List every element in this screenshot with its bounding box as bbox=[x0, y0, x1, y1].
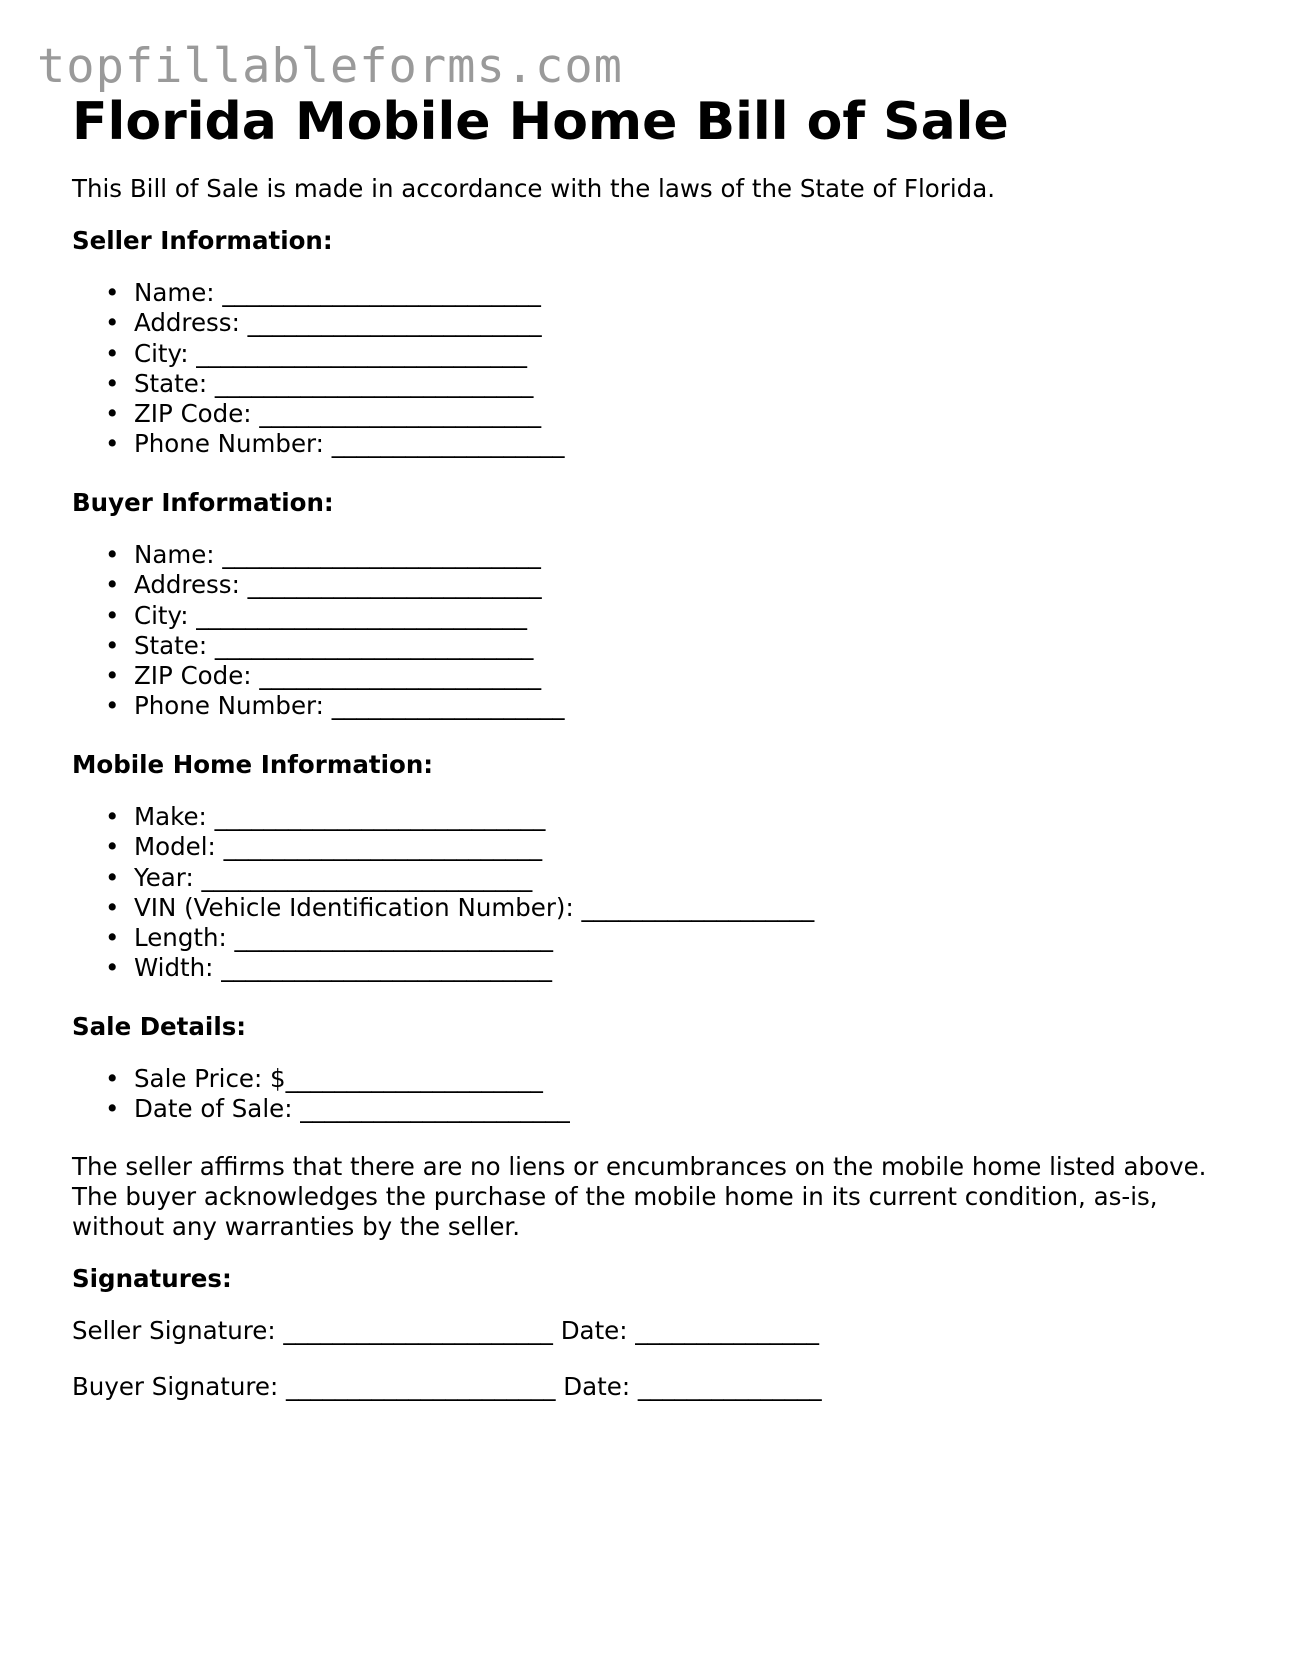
buyer-phone-field bbox=[72, 691, 564, 721]
buyer-address-field bbox=[72, 570, 564, 600]
sale-fields bbox=[72, 1064, 570, 1125]
make-field bbox=[72, 802, 814, 832]
field-label: State: __________________________ bbox=[134, 368, 534, 398]
bullet-icon: • bbox=[105, 600, 120, 630]
field-label: ZIP Code: _______________________ bbox=[134, 661, 542, 691]
field-label: Name: __________________________ bbox=[134, 540, 541, 569]
watermark: topfillableforms.com bbox=[37, 39, 623, 94]
buyer-city-field bbox=[72, 601, 564, 631]
page-title: Florida Mobile Home Bill of Sale bbox=[72, 92, 1009, 152]
field-label: Year: ___________________________ bbox=[134, 862, 533, 892]
bullet-icon: • bbox=[105, 892, 120, 922]
sale-details-heading: Sale Details: bbox=[72, 1012, 247, 1041]
seller-city-field bbox=[72, 339, 564, 369]
seller-fields bbox=[72, 278, 564, 460]
bullet-icon: • bbox=[105, 630, 120, 660]
date-of-sale-field bbox=[72, 1094, 570, 1124]
bullet-icon: • bbox=[105, 862, 120, 892]
bullet-icon: • bbox=[105, 278, 120, 307]
bullet-icon: • bbox=[105, 540, 120, 569]
bullet-icon: • bbox=[105, 308, 120, 338]
bullet-icon: • bbox=[105, 923, 120, 953]
mobile-home-fields bbox=[72, 802, 814, 984]
bullet-icon: • bbox=[105, 1094, 120, 1124]
width-field bbox=[72, 953, 814, 983]
field-label: Phone Number: ___________________ bbox=[134, 691, 565, 721]
field-label: Width: ___________________________ bbox=[134, 953, 552, 983]
bullet-icon: • bbox=[105, 338, 120, 368]
seller-heading: Seller Information: bbox=[72, 226, 333, 255]
field-label: Length: __________________________ bbox=[134, 923, 554, 953]
field-label: Phone Number: ___________________ bbox=[134, 429, 565, 459]
mobile-home-heading: Mobile Home Information: bbox=[72, 750, 434, 779]
bullet-icon: • bbox=[105, 802, 120, 831]
seller-phone-field bbox=[72, 429, 564, 459]
buyer-state-field bbox=[72, 631, 564, 661]
field-label: Address: ________________________ bbox=[134, 308, 542, 338]
field-label: City: ___________________________ bbox=[134, 338, 528, 368]
intro-text: This Bill of Sale is made in accordance with the laws of the State of Florida. bbox=[72, 174, 996, 203]
buyer-zip-field bbox=[72, 661, 564, 691]
seller-state-field bbox=[72, 369, 564, 399]
vin-field bbox=[72, 893, 814, 923]
model-field bbox=[72, 832, 814, 862]
bullet-icon: • bbox=[105, 691, 120, 721]
field-label: Name: __________________________ bbox=[134, 278, 541, 307]
seller-zip-field bbox=[72, 399, 564, 429]
field-label: Address: ________________________ bbox=[134, 570, 542, 600]
bullet-icon: • bbox=[105, 570, 120, 600]
buyer-name-field bbox=[72, 540, 564, 570]
seller-name-field bbox=[72, 278, 564, 308]
field-label: VIN (Vehicle Identification Number): ___________________ bbox=[134, 892, 815, 922]
field-label: Model: __________________________ bbox=[134, 832, 543, 862]
seller-address-field bbox=[72, 308, 564, 338]
bullet-icon: • bbox=[105, 429, 120, 459]
year-field bbox=[72, 863, 814, 893]
bullet-icon: • bbox=[105, 368, 120, 398]
buyer-heading: Buyer Information: bbox=[72, 488, 334, 517]
bullet-icon: • bbox=[105, 661, 120, 691]
signatures-heading: Signatures: bbox=[72, 1264, 232, 1293]
seller-signature-line: Seller Signature: ______________________ Date: _______________ bbox=[72, 1316, 820, 1345]
field-label: City: ___________________________ bbox=[134, 600, 528, 630]
length-field bbox=[72, 923, 814, 953]
buyer-signature-line: Buyer Signature: ______________________ Date: _______________ bbox=[72, 1372, 822, 1401]
field-label: State: __________________________ bbox=[134, 630, 534, 660]
field-label: Sale Price: $_____________________ bbox=[134, 1064, 543, 1093]
field-label: Date of Sale: ______________________ bbox=[134, 1094, 570, 1124]
buyer-fields bbox=[72, 540, 564, 722]
bullet-icon: • bbox=[105, 953, 120, 983]
sale-price-field bbox=[72, 1064, 570, 1094]
field-label: ZIP Code: _______________________ bbox=[134, 399, 542, 429]
affirmation-text: The seller affirms that there are no liens or encumbrances on the mobile home listed above. The buyer acknowledges the purchase of the mobile home in its current condition, as-is, without any warranties by the seller. bbox=[72, 1152, 1207, 1241]
bullet-icon: • bbox=[105, 1064, 120, 1093]
bullet-icon: • bbox=[105, 832, 120, 862]
bullet-icon: • bbox=[105, 399, 120, 429]
field-label: Make: ___________________________ bbox=[134, 802, 546, 831]
